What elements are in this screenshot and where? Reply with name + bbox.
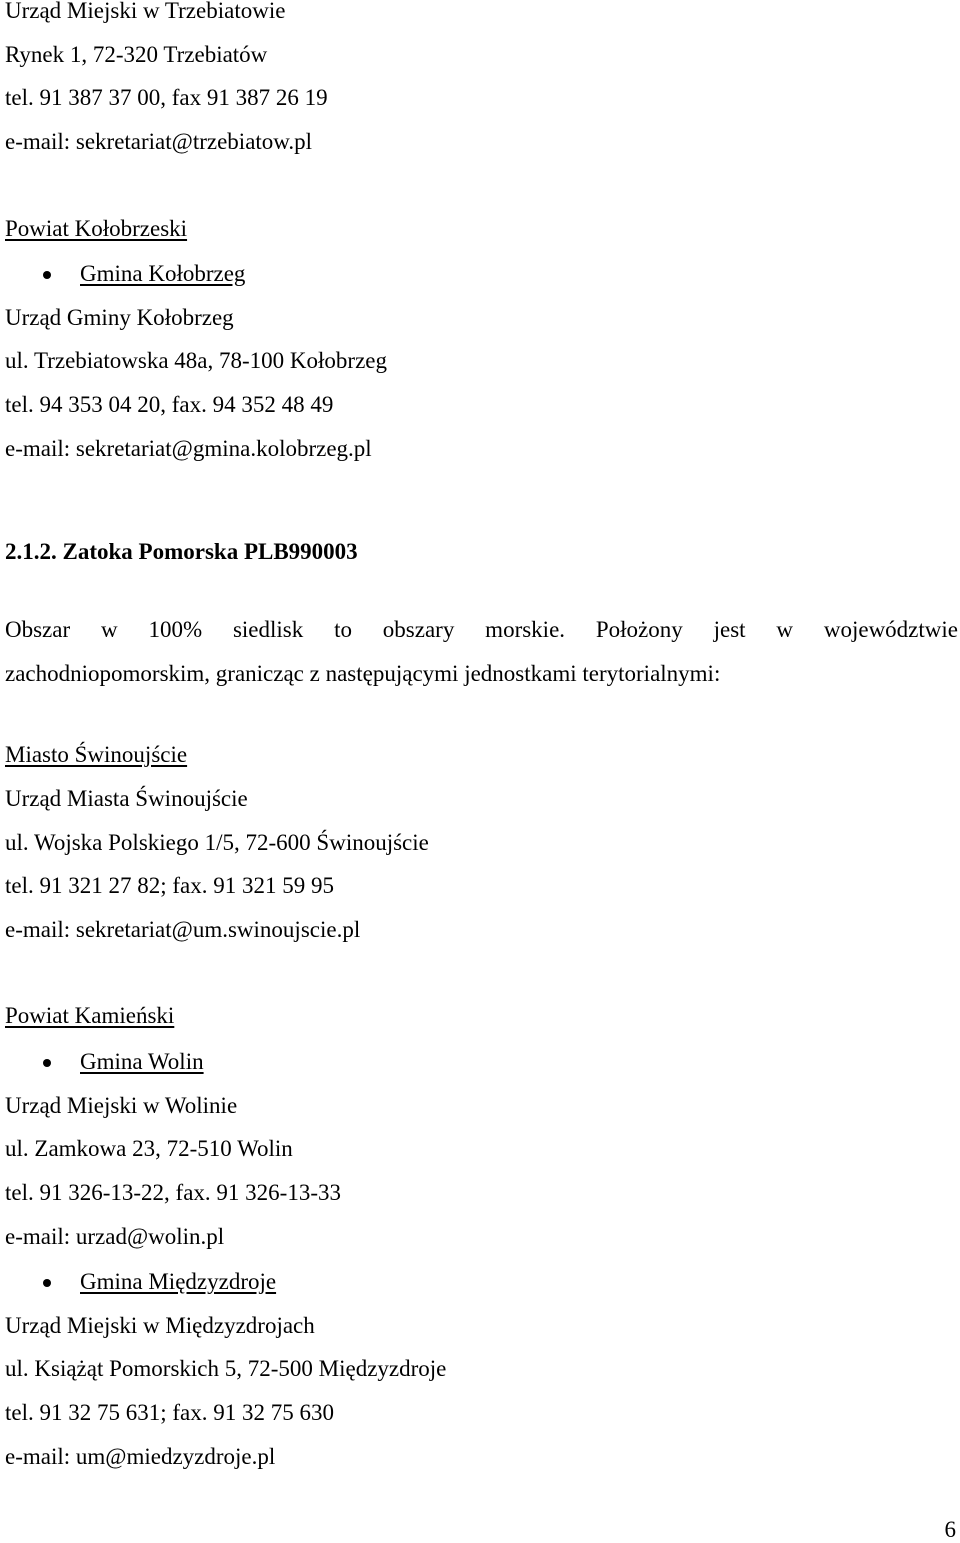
miasto-swinoujscie-link[interactable]: Miasto Świnoujście bbox=[5, 742, 188, 767]
powiat-kolobrzeski-link[interactable]: Powiat Kołobrzeski bbox=[5, 216, 188, 241]
office-phone: tel. 91 387 37 00, fax 91 387 26 19 bbox=[5, 85, 328, 110]
office-phone: tel. 91 32 75 631; fax. 91 32 75 630 bbox=[5, 1400, 334, 1425]
gmina-kolobrzeg-link[interactable]: Gmina Kołobrzeg bbox=[80, 261, 246, 286]
office-email: e-mail: urzad@wolin.pl bbox=[5, 1224, 225, 1249]
office-address: Rynek 1, 72-320 Trzebiatów bbox=[5, 42, 268, 67]
office-address: ul. Książąt Pomorskich 5, 72-500 Międzyzdroje bbox=[5, 1356, 447, 1381]
office-phone: tel. 91 321 27 82; fax. 91 321 59 95 bbox=[5, 873, 334, 898]
office-address: ul. Wojska Polskiego 1/5, 72-600 Świnoujście bbox=[5, 830, 429, 855]
office-address: ul. Trzebiatowska 48a, 78-100 Kołobrzeg bbox=[5, 348, 387, 373]
office-name: Urząd Miasta Świnoujście bbox=[5, 786, 248, 811]
section-paragraph bbox=[5, 608, 958, 696]
office-email: e-mail: sekretariat@trzebiatow.pl bbox=[5, 129, 313, 154]
bullet-icon bbox=[43, 1059, 51, 1067]
bullet-icon bbox=[43, 271, 51, 279]
office-name: Urząd Miejski w Trzebiatowie bbox=[5, 0, 286, 23]
office-name: Urząd Miejski w Międzyzdrojach bbox=[5, 1313, 315, 1338]
section-heading: 2.1.2. Zatoka Pomorska PLB990003 bbox=[5, 539, 358, 564]
gmina-miedzyzdroje-link[interactable]: Gmina Międzyzdroje bbox=[80, 1269, 277, 1294]
office-address: ul. Zamkowa 23, 72-510 Wolin bbox=[5, 1136, 293, 1161]
gmina-wolin-link[interactable]: Gmina Wolin bbox=[80, 1049, 204, 1074]
bullet-icon bbox=[43, 1279, 51, 1287]
office-phone: tel. 91 326-13-22, fax. 91 326-13-33 bbox=[5, 1180, 341, 1205]
paragraph-line: zachodniopomorskim, granicząc z następującymi jednostkami terytorialnymi: bbox=[5, 661, 721, 686]
paragraph-line: Obszar w 100% siedlisk to obszary morskie. Położony jest w województwie bbox=[5, 617, 958, 642]
office-email: e-mail: sekretariat@um.swinoujscie.pl bbox=[5, 917, 361, 942]
page-number: 6 bbox=[944, 1517, 956, 1542]
powiat-kamienski-link[interactable]: Powiat Kamieński bbox=[5, 1003, 175, 1028]
office-name: Urząd Miejski w Wolinie bbox=[5, 1093, 238, 1118]
office-name: Urząd Gminy Kołobrzeg bbox=[5, 305, 234, 330]
office-phone: tel. 94 353 04 20, fax. 94 352 48 49 bbox=[5, 392, 334, 417]
office-email: e-mail: sekretariat@gmina.kolobrzeg.pl bbox=[5, 436, 372, 461]
office-email: e-mail: um@miedzyzdroje.pl bbox=[5, 1444, 276, 1469]
